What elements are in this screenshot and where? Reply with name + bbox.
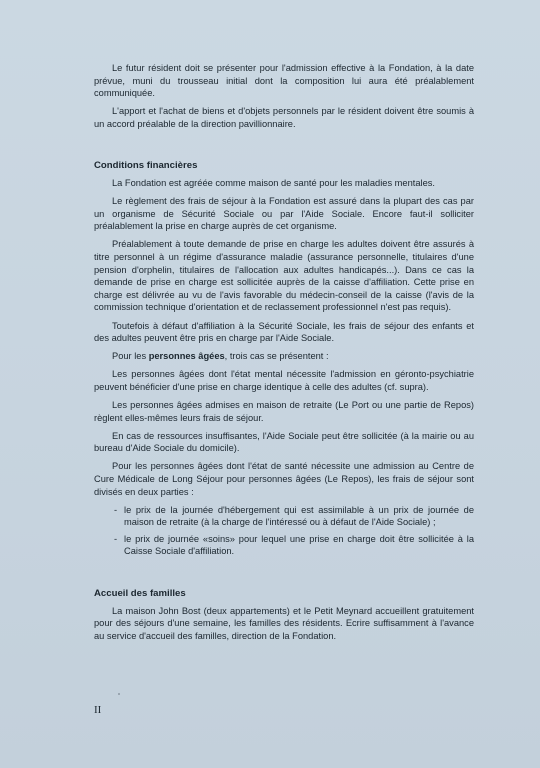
intro-paragraph-1: Le futur résident doit se présenter pour l'admission effective à la Fondation, à la date prévue, muni du trousseau initial dont la composition lui aura été préalablement communiquée. — [94, 63, 474, 99]
elderly-bold-term: personnes âgées — [148, 351, 225, 362]
fee-part-care-text: le prix de journée «soins» pour lequel une prise en charge doit être sollicitée à la Caisse Sociale d'affiliation. — [124, 533, 474, 557]
financial-conditions-heading: Conditions financières — [94, 160, 198, 172]
dash-marker: - — [114, 533, 118, 544]
fee-part-care — [94, 533, 474, 558]
financial-paragraph-3: Préalablement à toute demande de prise en charge les adultes doivent être assurés à titre personnel à un régime d'assurance maladie (assurance personnelle, titulaires d'une pension d'orphelin, titulaires de l'allocation aux adultes handicapés...). Dans ce cas la demande de prise en charge est sollicitée auprès de la caisse d'affiliation. Cette prise en charge est délivrée au vu de l'avis favorable du médecin-conseil de la caisse (l'avis de la commission technique d'orientation et de reclassement professionnel n'est pas requis). — [94, 239, 474, 313]
family-welcome-heading: Accueil des familles — [94, 588, 186, 599]
paper-speck — [118, 693, 120, 695]
financial-paragraph-2: Le règlement des frais de séjour à la Fondation est assuré dans la plupart des cas par un organisme de Sécurité Sociale ou par l'Aide Sociale. Encore faut-il solliciter préalablement la prise en charge auprès de cet organisme. — [94, 196, 474, 232]
document-body — [94, 62, 474, 648]
elderly-case-1: Les personnes âgées dont l'état mental nécessite l'admission en géronto-psychiatrie peuvent bénéficier d'une prise en charge identique à celle des adultes (cf. supra). — [94, 369, 474, 392]
financial-paragraph-1: La Fondation est agréée comme maison de santé pour les maladies mentales. — [112, 178, 435, 189]
dash-marker: - — [114, 504, 118, 515]
fee-part-accommodation-text: le prix de la journée d'hébergement qui est assimilable à un prix de journée de maison de retraite (à la charge de l'intéressé ou à défaut de l'Aide Sociale) ; — [124, 504, 474, 528]
elderly-case-2-insufficient: En cas de ressources insuffisantes, l'Aide Sociale peut être sollicitée (à la mairie ou au bureau d'Aide Sociale du domicile). — [94, 430, 474, 454]
intro-paragraph-2: L'apport et l'achat de biens et d'objets personnels par le résident doivent être soumis à un accord préalable de la direction pavillionnaire. — [94, 106, 474, 129]
elderly-case-2: Les personnes âgées admises en maison de retraite (Le Port ou une partie de Repos) règlent elles-mêmes leurs frais de séjour. — [94, 399, 474, 423]
elderly-intro-after: , trois cas se présentent : — [224, 351, 329, 362]
elderly-intro-paragraph — [94, 350, 474, 363]
page-number: II — [94, 704, 102, 716]
family-welcome-paragraph: La maison John Bost (deux appartements) et le Petit Meynard accueillent gratuitement pour des séjours d'une semaine, les familles des résidents. Ecrire suffisamment à l'avance au service d'accueil des familles, direction de la Fondation. — [94, 605, 474, 641]
fee-part-accommodation — [94, 504, 474, 529]
financial-paragraph-4: Toutefois à défaut d'affiliation à la Sécurité Sociale, les frais de séjour des enfants et des adultes peuvent être pris en charge par l'Aide Sociale. — [94, 320, 474, 344]
elderly-case-3: Pour les personnes âgées dont l'état de santé nécessite une admission au Centre de Cure Médicale de Long Séjour pour personnes âgées (Le Repos), les frais de séjour sont divisés en deux parties : — [94, 461, 474, 497]
elderly-intro-before: Pour les — [112, 351, 149, 362]
